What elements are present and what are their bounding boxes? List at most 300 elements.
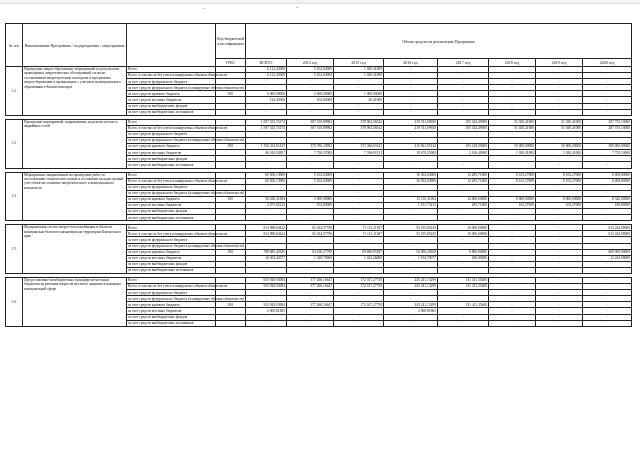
year-cell: - [536, 85, 583, 91]
year-cell: - [536, 97, 583, 103]
year-cell: 50 000,00000 [536, 144, 583, 150]
funding-source: за счет средств федерального бюджета [127, 290, 216, 296]
funding-source: за счет средств внебюджетных источников [127, 215, 216, 221]
scan-top-strip [0, 0, 640, 4]
year-cell: - [438, 237, 489, 243]
year-cell: - [536, 156, 583, 162]
year-cell: - [334, 290, 384, 296]
year-cell: - [438, 156, 489, 162]
year-cell: - [287, 162, 334, 168]
year-cell: - [384, 184, 438, 190]
year-cell: 131 411,35400 [438, 284, 489, 290]
year-cell: - [489, 190, 536, 196]
year-cell: - [583, 131, 632, 137]
year-cell: - [536, 255, 583, 261]
total-cell: 925 928,93084 [246, 278, 287, 284]
year-cell: - [583, 184, 632, 190]
total-cell: 1 597 325,74174 [246, 125, 287, 131]
year-cell: - [489, 109, 536, 115]
year-cell: - [287, 314, 334, 320]
year-cell: 172 017,27758 [334, 284, 384, 290]
total-cell: 1 597 325,74174 [246, 119, 287, 125]
year-cell: - [334, 308, 384, 314]
year-cell: - [536, 162, 583, 168]
year-cell: - [536, 91, 583, 97]
year-cell: - [489, 156, 536, 162]
section-name: Проведение мероприятий, направленных на ремонт ветхих и аварийных сетей [23, 119, 127, 168]
funding-source: за счет средств внебюджетных фондов [127, 261, 216, 267]
year-cell: - [489, 79, 536, 85]
year-cell: - [536, 73, 583, 79]
year-cell: - [489, 296, 536, 302]
year-cell: - [536, 261, 583, 267]
year-cell: 1 191,73212 [384, 202, 438, 208]
funding-source: за счет средств местных бюджетов [127, 97, 216, 103]
total-cell: - [246, 267, 287, 273]
year-cell: - [583, 85, 632, 91]
funding-source: за счет средств краевого бюджета [127, 91, 216, 97]
total-cell: 122,45000 [246, 97, 287, 103]
funding-source: за счет средств федерального бюджета (планируемые объемы обязательств) [128, 191, 245, 196]
year-cell: - [334, 202, 384, 208]
year-cell: - [438, 73, 489, 79]
year-cell: 387 510,89982 [287, 125, 334, 131]
year-cell: - [583, 209, 632, 215]
year-cell: - [334, 196, 384, 202]
year-cell: 8 000,00000 [536, 196, 583, 202]
year-cell: 10 000,00000 [438, 225, 489, 231]
funding-source: за счет средств федерального бюджета (планируемые объемы обязательств) [128, 243, 245, 248]
year-cell: - [489, 314, 536, 320]
year-cell: 1 020,41000 [334, 67, 384, 73]
year-cell: - [489, 237, 536, 243]
funding-source: за счет средств федерального бюджета (планируемые объемы обязательств) [128, 85, 245, 90]
year-cell: 163,27000 [536, 202, 583, 208]
year-cell: 51 020,41000 [536, 125, 583, 131]
year-cell: - [384, 67, 438, 73]
year-cell: 103 218,00000 [438, 144, 489, 150]
funding-source: за счет средств внебюджетных фондов [127, 156, 216, 162]
year-cell: 2 106,49000 [438, 150, 489, 156]
year-cell: - [384, 109, 438, 115]
header-grbs: ГРБС [216, 59, 246, 67]
year-cell: - [334, 79, 384, 85]
total-cell: 60 506,13900 [246, 178, 287, 184]
total-cell: 6 000,00000 [246, 91, 287, 97]
header-total: ВСЕГО [246, 59, 287, 67]
year-cell: 131 411,35400 [438, 278, 489, 284]
year-cell: 8 163,27000 [489, 172, 536, 178]
total-cell: 923 928,93084 [246, 302, 287, 308]
funding-source: Всего, в том числе без учета планируемых объемов обязательств [128, 231, 228, 236]
year-cell: - [536, 249, 583, 255]
year-cell: - [536, 138, 583, 144]
year-cell: - [489, 278, 536, 284]
year-cell: - [334, 243, 384, 249]
year-cell: 8 163,27000 [536, 172, 583, 178]
year-cell: - [334, 190, 384, 196]
grbs-code: 810 [216, 302, 246, 308]
year-cell: - [583, 91, 632, 97]
total-cell: 58 430,31694 [246, 196, 287, 202]
total-cell: 814 988,84422 [246, 231, 287, 237]
funding-source: за счет средств федерального бюджета [127, 79, 216, 85]
header-source [127, 24, 216, 67]
year-cell: 8 320,00000 [583, 196, 632, 202]
year-cell: - [438, 162, 489, 168]
year-cell: - [438, 314, 489, 320]
total-cell: 6 122,45000 [246, 73, 287, 79]
year-cell: - [583, 296, 632, 302]
year-cell: - [384, 91, 438, 97]
funding-source: Всего [127, 278, 216, 284]
year-cell: - [334, 162, 384, 168]
year-cell: - [536, 314, 583, 320]
year-cell: - [583, 314, 632, 320]
year-cell: - [536, 308, 583, 314]
year-cell: - [384, 215, 438, 221]
year-cell: - [536, 109, 583, 115]
year-cell: 1 422,26000 [334, 255, 384, 261]
year-cell: - [334, 237, 384, 243]
year-cell: - [334, 178, 384, 184]
year-cell: 377 260,16647 [287, 302, 334, 308]
total-cell: 814 988,84422 [246, 225, 287, 231]
year-cell: 131 411,35400 [438, 302, 489, 308]
grbs-code: 810 [216, 196, 246, 202]
funding-source: за счет средств краевого бюджета [127, 302, 216, 308]
year-cell: - [583, 109, 632, 115]
year-cell: 1 328,70000 [287, 255, 334, 261]
year-cell: - [438, 97, 489, 103]
total-cell: 60 506,13900 [246, 172, 287, 178]
year-cell: 1 020,41000 [334, 73, 384, 79]
year-cell: - [438, 138, 489, 144]
year-cell: - [384, 97, 438, 103]
year-cell: - [287, 209, 334, 215]
year-cell: 219 741,09650 [384, 125, 438, 131]
year-cell: 5 102,04000 [287, 178, 334, 184]
year-cell: - [489, 302, 536, 308]
year-cell: - [583, 284, 632, 290]
year-cell: 14 285,71000 [438, 172, 489, 178]
year-cell: 65 434,97790 [287, 231, 334, 237]
year-cell: - [583, 243, 632, 249]
year-cell: - [583, 138, 632, 144]
funding-source: за счет средств внебюджетных источников [127, 162, 216, 168]
year-cell: 51 020,41000 [489, 125, 536, 131]
year-cell: - [536, 209, 583, 215]
year-cell: - [384, 162, 438, 168]
year-cell: - [583, 73, 632, 79]
year-cell: - [438, 131, 489, 137]
year-cell: - [536, 302, 583, 308]
year-cell: - [583, 103, 632, 109]
year-cell: 8 408,80000 [583, 172, 632, 178]
year-cell: - [583, 261, 632, 267]
year-cell: 16 302,04906 [384, 178, 438, 184]
year-cell: - [334, 172, 384, 178]
total-cell: - [246, 79, 287, 85]
year-cell: - [438, 190, 489, 196]
total-cell: - [246, 85, 287, 91]
year-cell: - [384, 320, 438, 326]
year-cell: 378 963,56542 [334, 125, 384, 131]
grbs-code [216, 320, 246, 326]
header-name: Наименование Программы / подпрограммы / мероприятия [23, 24, 127, 67]
funding-source: за счет средств внебюджетных источников [127, 320, 216, 326]
year-cell: 12 244,90000 [583, 255, 632, 261]
year-cell: - [489, 67, 536, 73]
year-cell: 200,00000 [438, 255, 489, 261]
year-cell: - [334, 320, 384, 326]
year-cell: 7 596,91131 [334, 150, 384, 156]
total-cell: - [246, 162, 287, 168]
year-cell: 380 000,00000 [583, 144, 632, 150]
year-cell: - [438, 267, 489, 273]
funding-source: Всего, в том числе без учета планируемых объемов обязательств [128, 284, 228, 289]
year-cell: - [384, 138, 438, 144]
year-cell: - [384, 314, 438, 320]
year-cell: - [438, 103, 489, 109]
year-cell: 243 241,13299 [384, 302, 438, 308]
year-cell: 65 434,97790 [287, 225, 334, 231]
year-cell: - [334, 215, 384, 221]
year-cell: - [384, 103, 438, 109]
year-cell: 102,04000 [287, 202, 334, 208]
grbs-code: 810 [216, 91, 246, 97]
year-cell: - [384, 156, 438, 162]
year-cell: - [384, 267, 438, 273]
year-cell: 5 000,00000 [287, 91, 334, 97]
total-cell: 1 550 414,81137 [246, 144, 287, 150]
year-cell: - [536, 243, 583, 249]
section-name: Проведение энергосберегающих мероприятий по результатам проведенных энергетических обследований согласно составленным энергетическим паспортам и программам энергосбережения и организациях с участием муниципального образования в Камчатском крае [23, 67, 127, 116]
year-cell: 14 000,00000 [438, 196, 489, 202]
year-cell: 8 163,27000 [489, 178, 536, 184]
year-cell: 285,71000 [438, 202, 489, 208]
year-cell: 1 000,00000 [334, 91, 384, 97]
funding-source: за счет средств федерального бюджета (планируемые объемы обязательств) [128, 296, 245, 301]
year-cell: - [536, 131, 583, 137]
program-budget-table [5, 23, 632, 327]
funding-source: за счет средств федерального бюджета [127, 237, 216, 243]
total-cell: - [246, 209, 287, 215]
funding-source: за счет средств федерального бюджета [127, 184, 216, 190]
year-cell: - [489, 184, 536, 190]
funding-source: за счет средств федерального бюджета (планируемые объемы обязательств) [128, 138, 245, 143]
year-cell: 377 260,16647 [287, 284, 334, 290]
scan-mark: ~ [296, 6, 299, 11]
year-cell: 51 020,41000 [536, 119, 583, 125]
header-year: 2015 год [334, 59, 384, 67]
year-cell: - [536, 184, 583, 190]
funding-source: за счет средств федерального бюджета [127, 131, 216, 137]
year-cell: - [384, 290, 438, 296]
year-cell: 7 755,10000 [583, 150, 632, 156]
funding-source: за счет средств внебюджетных фондов [127, 103, 216, 109]
year-cell: - [583, 67, 632, 73]
funding-source: Всего [127, 67, 216, 73]
funding-source: за счет средств краевого бюджета [127, 196, 216, 202]
year-cell: - [438, 290, 489, 296]
total-cell: 16 303,42077 [246, 255, 287, 261]
year-cell: 19 679,25000 [384, 150, 438, 156]
year-cell: 5 102,04000 [287, 73, 334, 79]
year-cell: - [438, 296, 489, 302]
section-name: Модернизация систем энерго-теплоснабжения в объектах коммунально-бытового назначения на территории Камчатского края [23, 225, 127, 274]
header-code: Код бюджетной классификации [216, 24, 246, 59]
year-cell: - [438, 85, 489, 91]
section-number: 1.4. [6, 172, 23, 221]
total-cell: - [246, 320, 287, 326]
year-cell: - [438, 215, 489, 221]
year-cell: 210 061,85144 [384, 144, 438, 150]
funding-source: Всего [127, 119, 216, 125]
year-cell: - [287, 267, 334, 273]
section-number: 1.2. [6, 67, 23, 116]
year-cell: 1 020,41000 [536, 150, 583, 156]
year-cell: - [489, 290, 536, 296]
year-cell: - [287, 156, 334, 162]
year-cell: 2 000,81865 [384, 308, 438, 314]
total-cell: 798 685,42345 [246, 249, 287, 255]
header-year: 2018 год [489, 59, 536, 67]
year-cell: - [287, 243, 334, 249]
year-cell: - [489, 162, 536, 168]
total-cell: - [246, 261, 287, 267]
year-cell: - [536, 290, 583, 296]
year-cell: - [489, 138, 536, 144]
year-cell: 10 000,00000 [438, 231, 489, 237]
year-cell: 51 020,41000 [489, 119, 536, 125]
funding-source: за счет средств местных бюджетов [127, 308, 216, 314]
year-cell: 600 000,00000 [583, 249, 632, 255]
total-cell: - [246, 138, 287, 144]
year-cell: - [384, 237, 438, 243]
year-cell: - [287, 79, 334, 85]
total-cell: - [246, 290, 287, 296]
year-cell: - [489, 320, 536, 326]
total-cell: 925 928,93084 [246, 284, 287, 290]
funding-source: Всего, в том числе без учета планируемых объемов обязательств [128, 73, 228, 78]
year-cell: - [536, 190, 583, 196]
total-cell: 6 122,45000 [246, 67, 287, 73]
total-cell: - [246, 296, 287, 302]
total-cell: 46 910,92837 [246, 150, 287, 156]
total-cell: 2 000,81865 [246, 308, 287, 314]
year-cell: 172 017,27758 [334, 302, 384, 308]
year-cell: 71 113,11387 [334, 231, 384, 237]
year-cell: - [334, 184, 384, 190]
year-cell: - [536, 320, 583, 326]
funding-source: за счет средств внебюджетных фондов [127, 314, 216, 320]
year-cell: - [536, 79, 583, 85]
header-num: № п/п [6, 24, 23, 67]
header-volume: Объем средств на реализацию Программы [246, 24, 632, 59]
year-cell: 102,04000 [287, 97, 334, 103]
year-cell: - [384, 296, 438, 302]
year-cell: - [287, 131, 334, 137]
year-cell: - [489, 231, 536, 237]
year-cell: - [287, 103, 334, 109]
total-cell: 2 075,82212 [246, 202, 287, 208]
year-cell: - [384, 131, 438, 137]
year-cell: 64 106,27790 [287, 249, 334, 255]
year-cell: - [287, 138, 334, 144]
year-cell: 172 017,27758 [334, 278, 384, 284]
year-cell: - [287, 184, 334, 190]
scan-mark: ~ [203, 7, 206, 12]
total-cell: - [246, 243, 287, 249]
funding-source: Всего [127, 172, 216, 178]
year-cell: 69 690,85387 [334, 249, 384, 255]
grbs-code: 810 [216, 144, 246, 150]
year-cell: - [334, 109, 384, 115]
year-cell: - [438, 308, 489, 314]
year-cell: 8 163,27000 [536, 178, 583, 184]
year-cell: - [384, 209, 438, 215]
year-cell: 387 510,89982 [287, 119, 334, 125]
funding-source: за счет средств местных бюджетов [127, 255, 216, 261]
year-cell: - [583, 237, 632, 243]
year-cell: - [287, 109, 334, 115]
section-number: 1.3. [6, 119, 23, 168]
year-cell: - [536, 67, 583, 73]
year-cell: - [536, 215, 583, 221]
year-cell: - [489, 225, 536, 231]
section-number: 1.6. [6, 278, 23, 327]
year-cell: - [536, 237, 583, 243]
header-year: 2019 год [536, 59, 583, 67]
year-cell: - [583, 290, 632, 296]
year-cell: - [384, 261, 438, 267]
year-cell: - [536, 284, 583, 290]
header-year: 2020 год [583, 59, 632, 67]
year-cell: 371 366,65411 [334, 144, 384, 150]
funding-source: за счет средств краевого бюджета [127, 144, 216, 150]
year-cell: - [583, 302, 632, 308]
funding-source: Всего [127, 225, 216, 231]
year-cell: - [334, 85, 384, 91]
funding-source: Всего, в том числе без учета планируемых объемов обязательств [128, 126, 228, 131]
year-cell: - [489, 91, 536, 97]
year-cell: 378 963,56542 [334, 119, 384, 125]
year-cell: - [489, 267, 536, 273]
year-cell: - [438, 320, 489, 326]
section-number: 1.5. [6, 225, 23, 274]
year-cell: 219 741,09650 [384, 119, 438, 125]
funding-source: за счет средств внебюджетных источников [127, 267, 216, 273]
year-cell: - [438, 261, 489, 267]
year-cell: - [384, 190, 438, 196]
funding-source: за счет средств краевого бюджета [127, 249, 216, 255]
year-cell: - [489, 73, 536, 79]
year-cell: 8 408,80000 [583, 178, 632, 184]
total-cell: - [246, 215, 287, 221]
year-cell: 8 000,00000 [489, 196, 536, 202]
year-cell: 15 110,31694 [384, 196, 438, 202]
total-cell: - [246, 109, 287, 115]
year-cell: - [489, 131, 536, 137]
total-cell: - [246, 237, 287, 243]
year-cell: - [489, 103, 536, 109]
year-cell: 5 102,04000 [287, 67, 334, 73]
year-cell: - [287, 85, 334, 91]
year-cell: 5 102,04000 [287, 172, 334, 178]
year-cell: - [489, 255, 536, 261]
total-cell: - [246, 156, 287, 162]
